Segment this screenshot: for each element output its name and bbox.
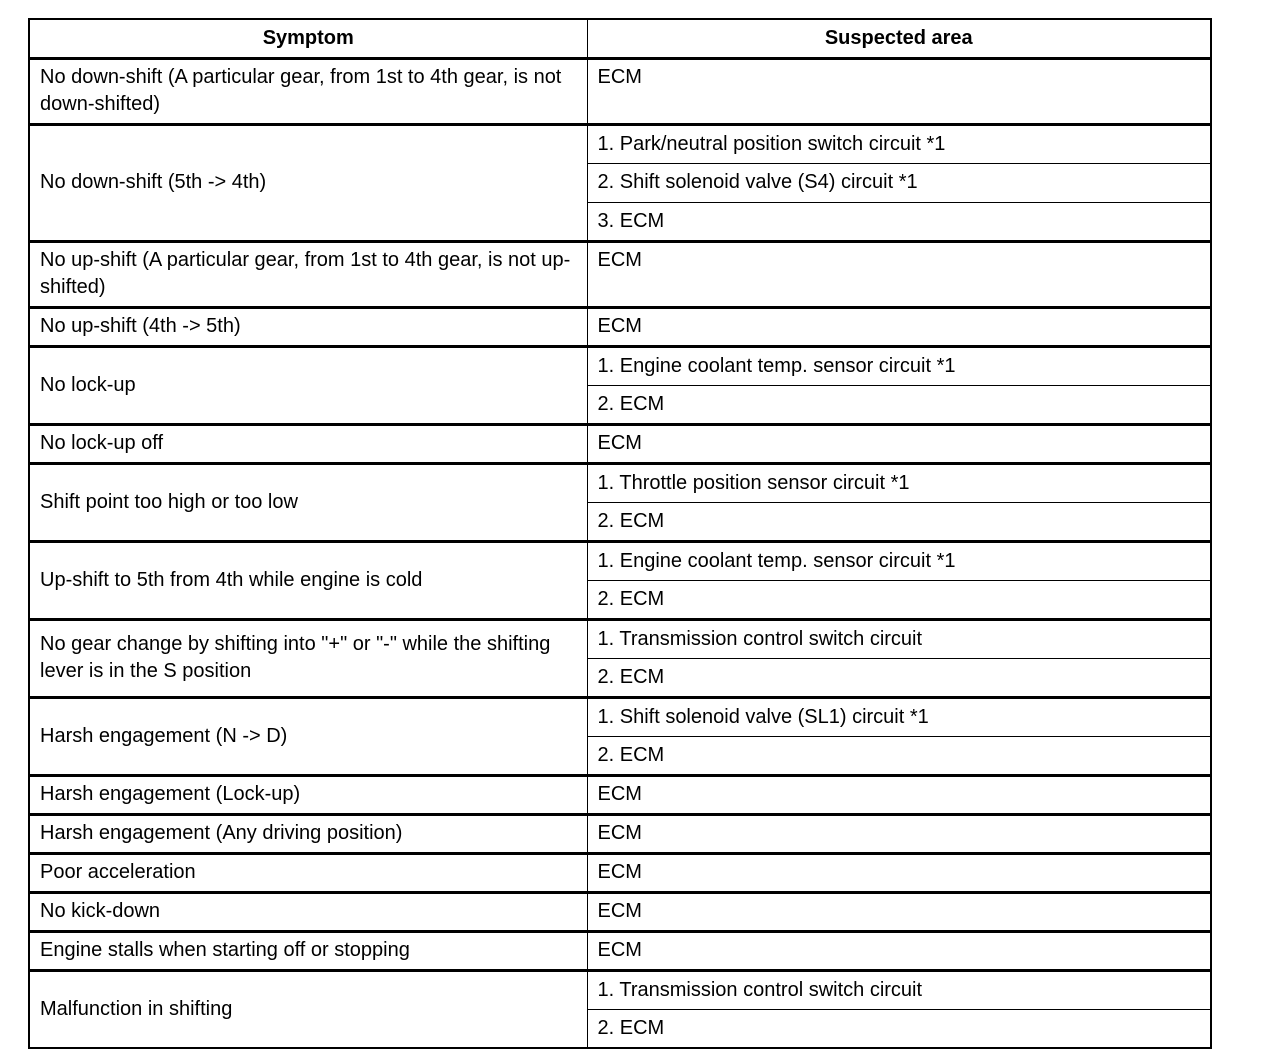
- table-row: [29, 541, 1211, 580]
- suspected-area-cell: 1. Transmission control switch circuit: [587, 970, 1211, 1009]
- suspected-area-cell: 1. Engine coolant temp. sensor circuit *1: [587, 346, 1211, 385]
- table-row: [29, 124, 1211, 163]
- table-row: [29, 892, 1211, 931]
- table-row: [29, 697, 1211, 736]
- table-row: [29, 241, 1211, 307]
- symptom-cell: No up-shift (4th -> 5th): [29, 307, 587, 346]
- suspected-area-cell: ECM: [587, 775, 1211, 814]
- header-symptom: Symptom: [29, 19, 587, 58]
- table-row: [29, 307, 1211, 346]
- symptom-cell: No down-shift (5th -> 4th): [29, 124, 587, 241]
- table-row: [29, 346, 1211, 385]
- suspected-area-cell: 2. ECM: [587, 1009, 1211, 1048]
- table-row: [29, 853, 1211, 892]
- suspected-area-cell: 1. Shift solenoid valve (SL1) circuit *1: [587, 697, 1211, 736]
- table-row: [29, 58, 1211, 124]
- suspected-area-cell: 2. ECM: [587, 385, 1211, 424]
- table-row: [29, 814, 1211, 853]
- suspected-area-cell: 2. ECM: [587, 658, 1211, 697]
- suspected-area-cell: 2. ECM: [587, 502, 1211, 541]
- symptom-cell: No lock-up: [29, 346, 587, 424]
- suspected-area-cell: ECM: [587, 892, 1211, 931]
- suspected-area-cell: ECM: [587, 853, 1211, 892]
- table-body: [29, 58, 1211, 1048]
- table-row: [29, 970, 1211, 1009]
- symptom-cell: No up-shift (A particular gear, from 1st to 4th gear, is not up-shifted): [29, 241, 587, 307]
- suspected-area-cell: 3. ECM: [587, 202, 1211, 241]
- suspected-area-cell: ECM: [587, 814, 1211, 853]
- suspected-area-cell: 1. Park/neutral position switch circuit *1: [587, 124, 1211, 163]
- suspected-area-cell: ECM: [587, 931, 1211, 970]
- table-row: [29, 775, 1211, 814]
- suspected-area-cell: ECM: [587, 58, 1211, 124]
- suspected-area-cell: 1. Transmission control switch circuit: [587, 619, 1211, 658]
- header-suspected-area: Suspected area: [587, 19, 1211, 58]
- suspected-area-cell: ECM: [587, 307, 1211, 346]
- symptom-cell: No gear change by shifting into "+" or "-" while the shifting lever is in the S position: [29, 619, 587, 697]
- suspected-area-cell: 1. Throttle position sensor circuit *1: [587, 463, 1211, 502]
- symptom-cell: No down-shift (A particular gear, from 1st to 4th gear, is not down-shifted): [29, 58, 587, 124]
- symptom-cell: No kick-down: [29, 892, 587, 931]
- suspected-area-cell: 2. Shift solenoid valve (S4) circuit *1: [587, 163, 1211, 202]
- symptom-cell: Harsh engagement (N -> D): [29, 697, 587, 775]
- suspected-area-cell: ECM: [587, 241, 1211, 307]
- table-row: [29, 619, 1211, 658]
- table-row: [29, 424, 1211, 463]
- table-row: [29, 463, 1211, 502]
- symptom-cell: Poor acceleration: [29, 853, 587, 892]
- suspected-area-cell: 2. ECM: [587, 580, 1211, 619]
- suspected-area-cell: 1. Engine coolant temp. sensor circuit *1: [587, 541, 1211, 580]
- symptom-cell: Harsh engagement (Any driving position): [29, 814, 587, 853]
- symptom-table: [28, 18, 1212, 1049]
- symptom-cell: No lock-up off: [29, 424, 587, 463]
- suspected-area-cell: ECM: [587, 424, 1211, 463]
- table-row: [29, 931, 1211, 970]
- symptom-cell: Harsh engagement (Lock-up): [29, 775, 587, 814]
- table-header-row: [29, 19, 1211, 58]
- symptom-cell: Shift point too high or too low: [29, 463, 587, 541]
- symptom-cell: Malfunction in shifting: [29, 970, 587, 1048]
- symptom-cell: Engine stalls when starting off or stopping: [29, 931, 587, 970]
- suspected-area-cell: 2. ECM: [587, 736, 1211, 775]
- symptom-cell: Up-shift to 5th from 4th while engine is cold: [29, 541, 587, 619]
